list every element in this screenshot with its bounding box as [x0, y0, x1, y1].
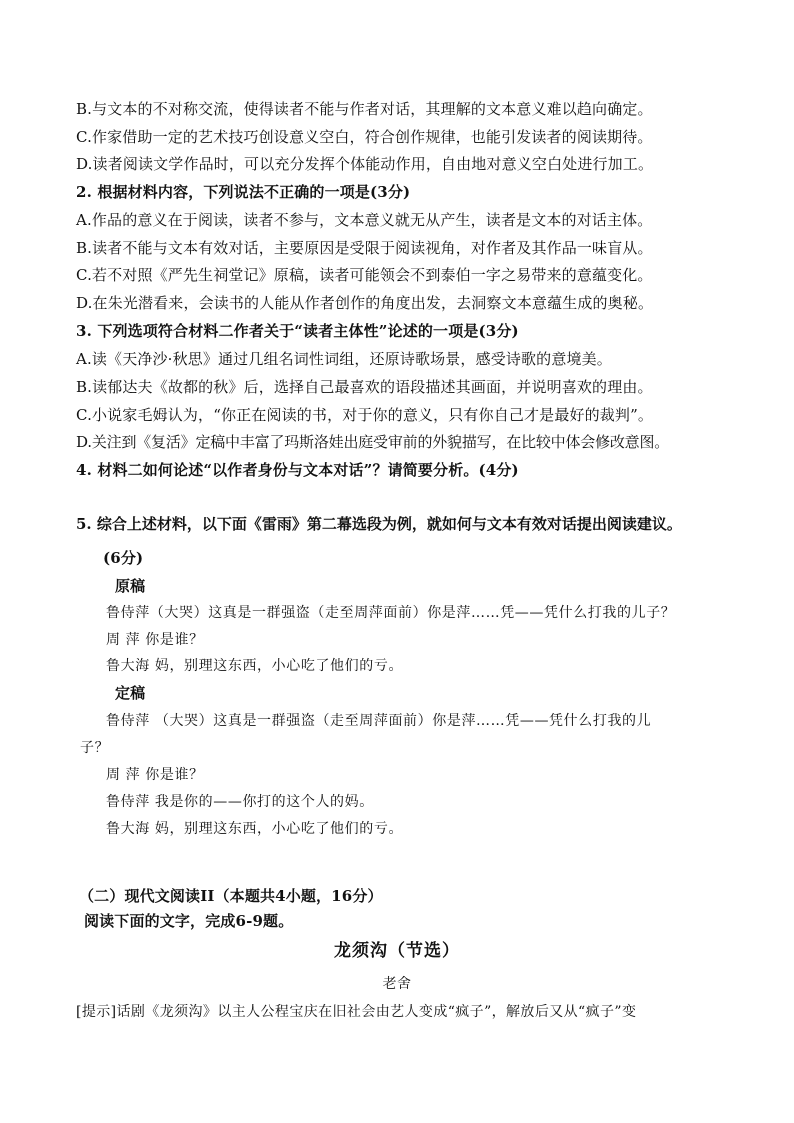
q4-stem: 4. 材料二如何论述“以作者身份与文本对话”？请简要分析。(4分)	[76, 461, 519, 479]
final-line-1: 鲁侍萍 （大哭）这真是一群强盗（走至周萍面前）你是萍……凭——凭什么打我的儿	[106, 713, 652, 729]
q2-stem: 2. 根据材料内容，下列说法不正确的一项是(3分)	[76, 183, 411, 201]
original-line-1: 鲁侍萍（大哭）这真是一群强盗（走至周萍面前）你是萍……凭——凭什么打我的儿子？	[106, 605, 676, 621]
q5-points: (6分)	[103, 549, 144, 567]
passage-title: 龙须沟（节选）	[334, 941, 460, 961]
q3-stem: 3. 下列选项符合材料二作者关于“读者主体性”论述的一项是(3分)	[76, 322, 519, 340]
q3-option-b: B.读郁达夫《故都的秋》后，选择自己最喜欢的语段描述其画面，并说明喜欢的理由。	[76, 378, 653, 396]
q3-option-a: A.读《天净沙·秋思》通过几组名词性词组，还原诗歌场景，感受诗歌的意境美。	[76, 350, 612, 368]
passage-author: 老舍	[382, 976, 412, 992]
q2-option-c: C.若不对照《严先生祠堂记》原稿，读者可能领会不到泰伯一字之易带来的意蕴变化。	[76, 266, 653, 284]
q2-option-b: B.读者不能与文本有效对话，主要原因是受限于阅读视角，对作者及其作品一味盲从。	[76, 239, 653, 257]
final-line-2: 子？	[80, 740, 110, 756]
final-line-4: 鲁侍萍 我是你的——你打的这个人的妈。	[106, 794, 374, 810]
section-heading: （二）现代文阅读II（本题共4小题，16分）	[79, 887, 383, 905]
q3-option-c: C.小说家毛姆认为，“你正在阅读的书，对于你的意义，只有你自己才是最好的裁判”。	[76, 406, 654, 424]
original-line-3: 鲁大海 妈，别理这东西，小心吃了他们的亏。	[106, 658, 404, 674]
original-line-2: 周 萍 你是谁？	[106, 632, 204, 648]
section-instruction: 阅读下面的文字，完成6-9题。	[84, 912, 294, 930]
final-heading: 定稿	[115, 684, 146, 702]
original-heading: 原稿	[115, 577, 146, 595]
final-line-5: 鲁大海 妈，别理这东西，小心吃了他们的亏。	[106, 821, 404, 837]
q3-option-d: D.关注到《复活》定稿中丰富了玛斯洛娃出庭受审前的外貌描写，在比较中体会修改意图。	[76, 433, 670, 451]
q2-option-a: A.作品的意义在于阅读，读者不参与，文本意义就无从产生，读者是文本的对话主体。	[76, 211, 653, 229]
final-line-3: 周 萍 你是谁？	[106, 767, 204, 783]
passage-note: [提示]话剧《龙须沟》以主人公程宝庆在旧社会由艺人变成“疯子”，解放后又从“疯子”变	[76, 1004, 637, 1020]
q5-stem: 5. 综合上述材料，以下面《雷雨》第二幕选段为例，就如何与文本有效对话提出阅读建议。	[76, 515, 682, 533]
q2-option-d: D.在朱光潜看来，会读书的人能从作者创作的角度出发，去洞察文本意蕴生成的奥秘。	[76, 294, 654, 312]
q1-option-d: D.读者阅读文学作品时，可以充分发挥个体能动作用，自由地对意义空白处进行加工。	[76, 155, 654, 173]
q1-option-c: C.作家借助一定的艺术技巧创设意义空白，符合创作规律，也能引发读者的阅读期待。	[76, 128, 653, 146]
q1-option-b: B.与文本的不对称交流，使得读者不能与作者对话，其理解的文本意义难以趋向确定。	[76, 100, 653, 118]
